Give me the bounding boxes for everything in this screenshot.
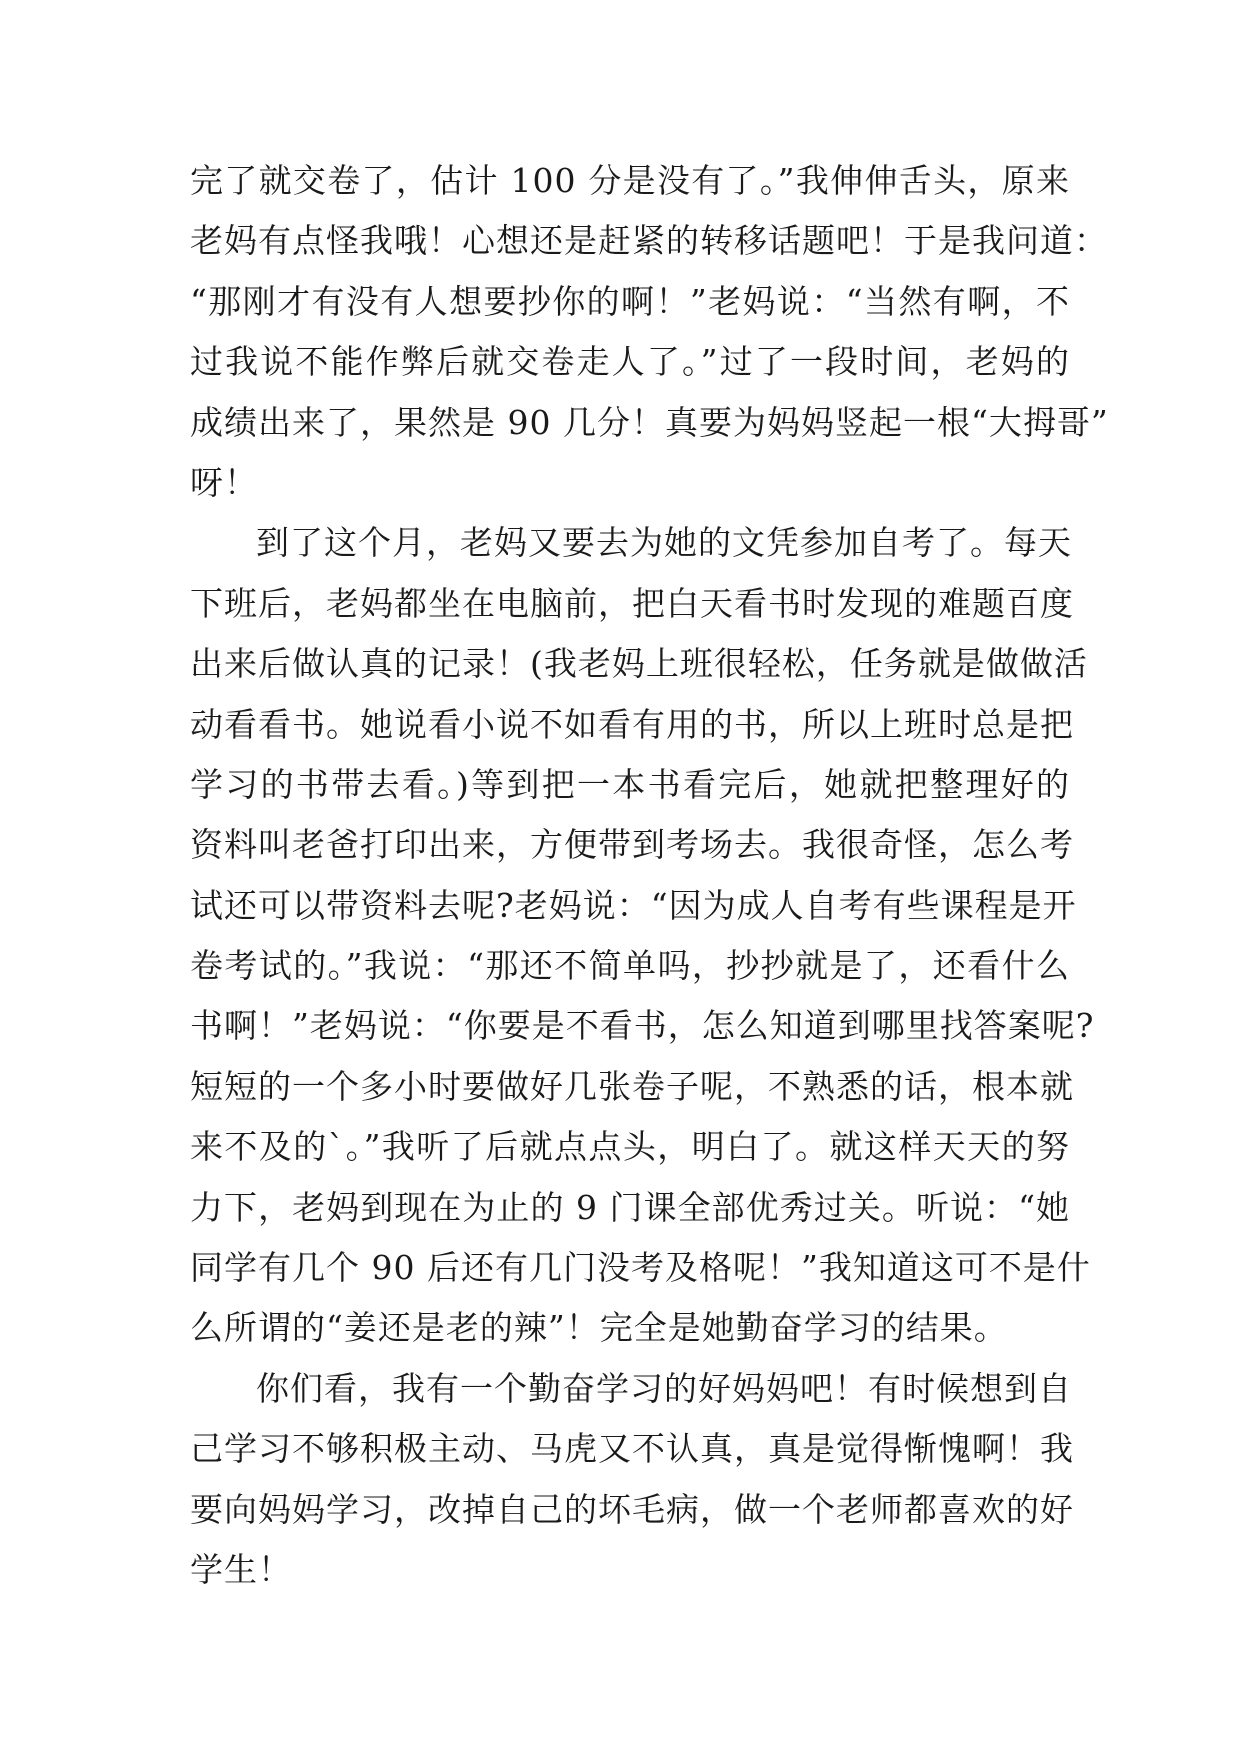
body-text: [190, 160, 1109, 1609]
text-line: 书啊！”老妈说：“你要是不看书，怎么知道到哪里找答案呢?: [190, 1006, 1095, 1046]
text-line: 过我说不能作弊后就交卷走人了。”过了一段时间，老妈的: [190, 342, 1070, 382]
text-line: 到了这个月，老妈又要去为她的文凭参加自考了。每天: [256, 523, 1072, 563]
text-line: 要向妈妈学习，改掉自己的坏毛病，做一个老师都喜欢的好: [190, 1489, 1074, 1529]
text-line: 学生！: [190, 1549, 292, 1589]
text-line: 你们看，我有一个勤奋学习的好妈妈吧！有时候想到自: [256, 1368, 1072, 1408]
text-line: 动看看书。她说看小说不如看有用的书，所以上班时总是把: [190, 704, 1074, 744]
text-line: 同学有几个 90 后还有几门没考及格呢！”我知道这可不是什: [190, 1248, 1091, 1288]
text-line: 力下，老妈到现在为止的 9 门课全部优秀过关。听说：“她: [190, 1187, 1070, 1227]
paragraph-2: [190, 522, 1095, 1367]
text-line: 下班后，老妈都坐在电脑前，把白天看书时发现的难题百度: [190, 583, 1074, 623]
text-line: 么所谓的“姜还是老的辣”！完全是她勤奋学习的结果。: [190, 1308, 1008, 1348]
paragraph-1: [190, 160, 1109, 522]
text-line: 老妈有点怪我哦！心想还是赶紧的转移话题吧！于是我问道：: [190, 221, 1108, 261]
text-line: “那刚才有没有人想要抄你的啊！”老妈说：“当然有啊，不: [190, 281, 1070, 321]
text-line: 学习的书带去看。)等到把一本书看完后，她就把整理好的: [190, 764, 1070, 804]
text-line: 己学习不够积极主动、马虎又不认真，真是觉得惭愧啊！我: [190, 1429, 1074, 1469]
text-line: 资料叫老爸打印出来，方便带到考场去。我很奇怪，怎么考: [190, 825, 1074, 865]
text-line: 来不及的`。”我听了后就点点头，明白了。就这样天天的努: [190, 1127, 1070, 1167]
text-line: 卷考试的。”我说：“那还不简单吗，抄抄就是了，还看什么: [190, 946, 1070, 986]
text-line: 试还可以带资料去呢?老妈说：“因为成人自考有些课程是开: [190, 885, 1077, 925]
text-line: 短短的一个多小时要做好几张卷子呢，不熟悉的话，根本就: [190, 1066, 1074, 1106]
text-line: 完了就交卷了，估计 100 分是没有了。”我伸伸舌头，原来: [190, 161, 1070, 200]
text-line: 呀！: [190, 462, 258, 502]
text-line: 出来后做认真的记录！(我老妈上班很轻松，任务就是做做活: [190, 644, 1088, 684]
paragraph-3: [190, 1368, 1074, 1610]
text-line: 成绩出来了，果然是 90 几分！真要为妈妈竖起一根“大拇哥”: [190, 402, 1109, 442]
